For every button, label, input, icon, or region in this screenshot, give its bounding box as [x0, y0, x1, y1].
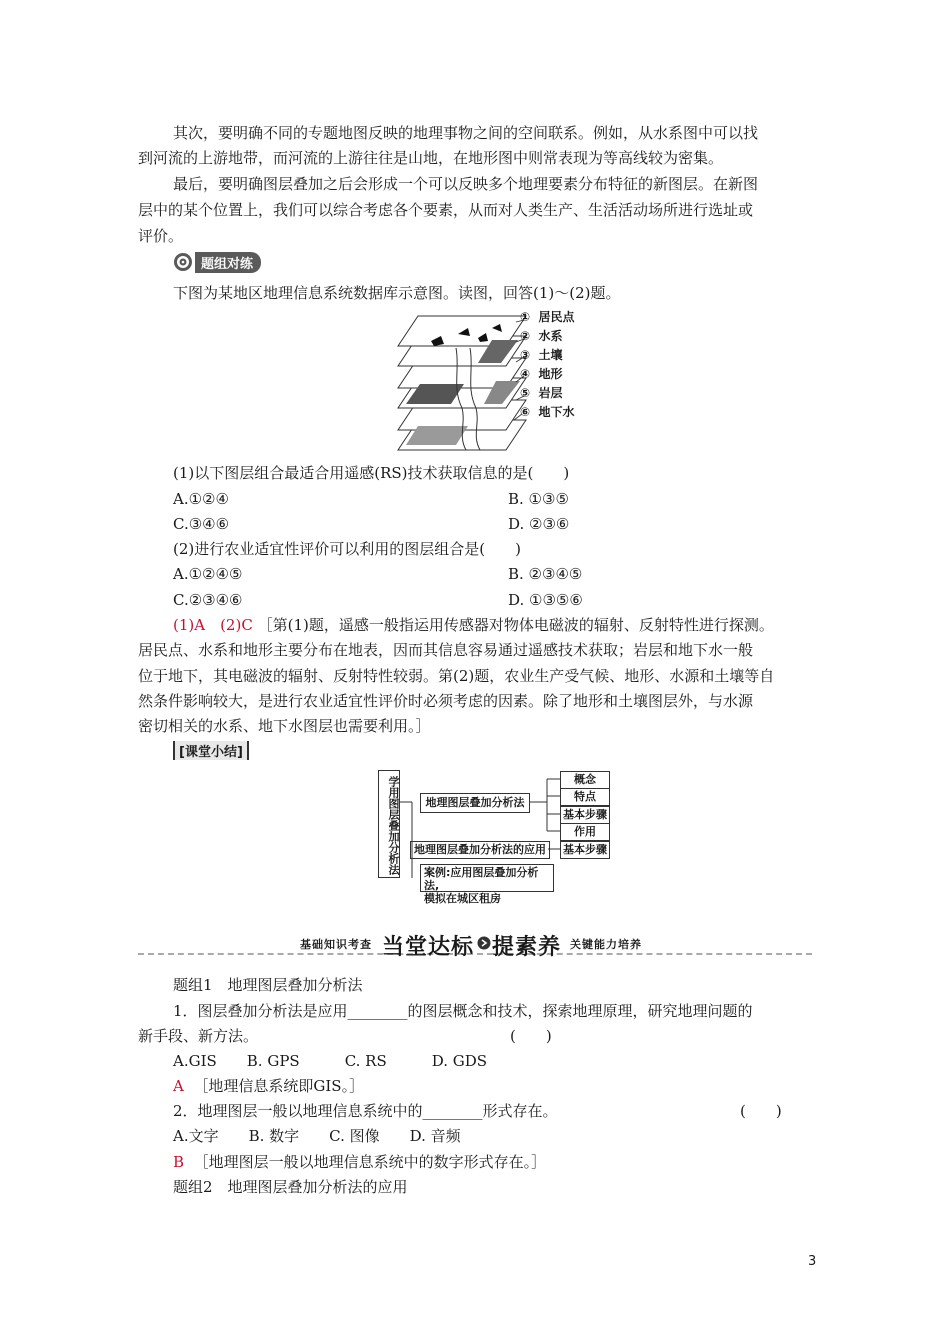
summary-tag: [课堂小结] — [173, 741, 249, 760]
g1-q1-answer-blank: ( ) — [510, 1027, 552, 1045]
summary-branch2: 地理图层叠加分析法的应用 — [410, 841, 550, 859]
g1-q2-key: B — [173, 1153, 185, 1171]
group2-title: 题组2 地理图层叠加分析法的应用 — [173, 1178, 408, 1196]
layer-label-1: ① 居民点 — [520, 310, 575, 324]
answer-line: 然条件影响较大，是进行农业适宜性评价时必须考虑的因素。除了地形和土壤图层外，与水源 — [138, 692, 754, 710]
paragraph-line: 其次，要明确不同的专题地图反映的地理事物之间的空间联系。例如，从水系图中可以找 — [173, 124, 759, 142]
summary-branch2-item: 基本步骤 — [560, 841, 610, 859]
practice-heading — [173, 251, 261, 273]
g1-q1-options[interactable]: A.GIS B. GPS C. RS D. GDS — [173, 1052, 488, 1070]
banner-left-caption: 基础知识考查 — [300, 938, 372, 951]
q2-stem: (2)进行农业适宜性评价可以利用的图层组合是( ) — [173, 540, 521, 558]
q1-option-b[interactable]: B. ①③⑤ — [508, 490, 569, 508]
q1-option-c[interactable]: C.③④⑥ — [173, 515, 230, 533]
q2-option-c[interactable]: C.②③④⑥ — [173, 591, 243, 609]
layer-label-5: ⑤ 岩层 — [520, 386, 563, 400]
g1-q2-answer-blank: ( ) — [740, 1102, 782, 1120]
summary-item-steps: 基本步骤 — [560, 806, 610, 824]
practice-heading-label: 题组对练 — [195, 252, 261, 273]
answer-line: 位于地下，其电磁波的辐射、反射特性较弱。第(2)题，农业生产受气候、地形、水源和土壤等自 — [138, 667, 775, 685]
summary-branch1: 地理图层叠加分析法 — [420, 793, 530, 813]
q1-option-a[interactable]: A.①②④ — [173, 490, 229, 508]
g1-q1-line: 1．图层叠加分析法是应用________的图层概念和技术，探索地理原理，研究地理问题的 — [173, 1002, 753, 1020]
banner-title-1: 当堂达标 — [382, 935, 475, 960]
group1-title: 题组1 地理图层叠加分析法 — [173, 976, 363, 994]
paragraph-line: 评价。 — [138, 227, 184, 245]
summary-item-concept: 概念 — [560, 771, 610, 789]
target-icon — [173, 252, 193, 272]
banner-right-caption: 关键能力培养 — [570, 938, 642, 951]
g1-q1-key: A — [173, 1077, 184, 1095]
layer-legend — [520, 308, 575, 422]
layer-label-2: ② 水系 — [520, 329, 563, 343]
paragraph-line: 到河流的上游地带，而河流的上游往往是山地，在地形图中则常表现为等高线较为密集。 — [138, 149, 724, 167]
layer-label-4: ④ 地形 — [520, 367, 563, 381]
paragraph-line: 层中的某个位置上，我们可以综合考虑各个要素，从而对人类生产、生活活动场所进行选址或 — [138, 201, 754, 219]
summary-root: 学用图层叠加分析法 — [378, 770, 400, 878]
page-number: 3 — [808, 1254, 817, 1269]
chevron-right-icon — [477, 936, 491, 950]
paragraph-line: 最后，要明确图层叠加之后会形成一个可以反映多个地理要素分布特征的新图层。在新图 — [173, 175, 759, 193]
banner-divider — [138, 953, 812, 955]
summary-branch3: 案例:应用图层叠加分析法, 模拟在城区租房 — [420, 864, 554, 892]
g1-q2-options[interactable]: A.文字 B. 数字 C. 图像 D. 音频 — [173, 1127, 461, 1145]
question-intro: 下图为某地区地理信息系统数据库示意图。读图，回答(1)～(2)题。 — [173, 284, 621, 302]
answer-line: 居民点、水系和地形主要分布在地表，因而其信息容易通过遥感技术获取；岩层和地下水一般 — [138, 641, 754, 659]
q1-option-d[interactable]: D. ②③⑥ — [508, 515, 570, 533]
q1-stem: (1)以下图层组合最适合用遥感(RS)技术获取信息的是( ) — [173, 464, 570, 482]
answer-line: 密切相关的水系、地下水图层也需要利用。］ — [138, 717, 431, 735]
g1-q1-answer: A ［地理信息系统即GIS。］ — [173, 1077, 365, 1095]
g1-q1-line: 新手段、新方法。 — [138, 1027, 259, 1045]
q2-option-b[interactable]: B. ②③④⑤ — [508, 565, 583, 583]
q2-option-d[interactable]: D. ①③⑤⑥ — [508, 591, 583, 609]
banner-title-2: 提素养 — [492, 935, 562, 960]
layer-label-3: ③ 土壤 — [520, 348, 563, 362]
layer-label-6: ⑥ 地下水 — [520, 405, 575, 419]
answer-key: (1)A (2)C — [173, 616, 253, 634]
g1-q2-line: 2．地理图层一般以地理信息系统中的________形式存在。 — [173, 1102, 558, 1120]
section-banner — [138, 930, 812, 958]
answer-line: (1)A (2)C ［第(1)题，遥感一般指运用传感器对物体电磁波的辐射、反射特性进行探测。 — [173, 616, 774, 634]
g1-q2-answer: B ［地理图层一般以地理信息系统中的数字形式存在。］ — [173, 1153, 547, 1171]
summary-item-role: 作用 — [560, 823, 610, 841]
summary-item-features: 特点 — [560, 788, 610, 806]
q2-option-a[interactable]: A.①②④⑤ — [173, 565, 243, 583]
